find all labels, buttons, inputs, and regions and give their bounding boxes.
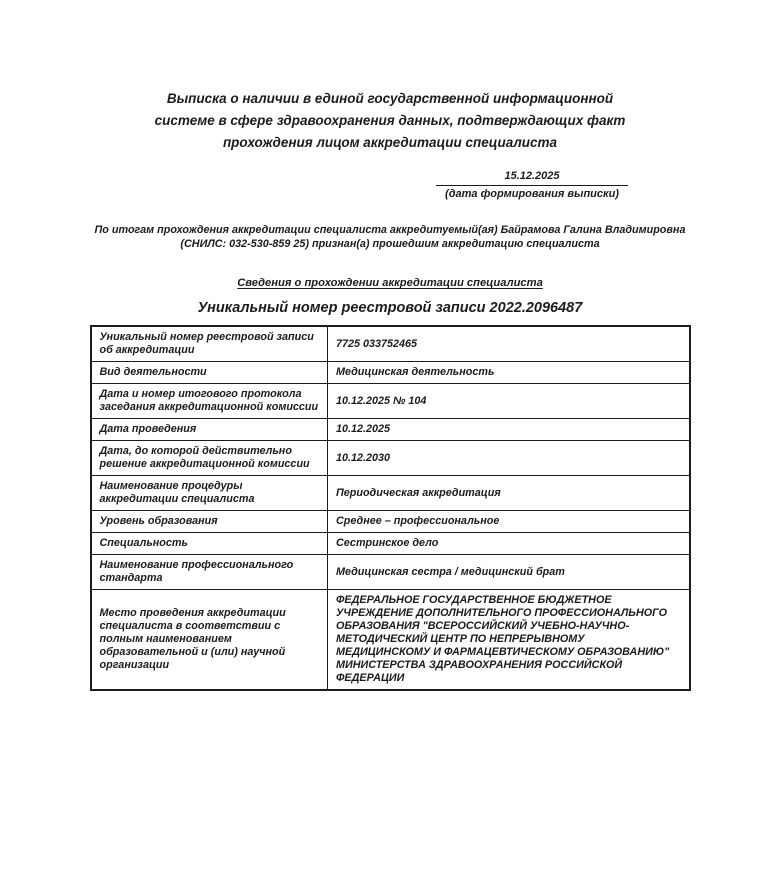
- registry-number-heading: Уникальный номер реестровой записи 2022.2096487: [197, 300, 583, 316]
- document-title: [130, 88, 650, 154]
- field-label-cell: Дата, до которой действительно решение аккредитационной комиссии: [91, 441, 328, 476]
- document-title-line: прохождения лицом аккредитации специалиста: [222, 135, 558, 150]
- field-label-cell: Место проведения аккредитации специалиста в соответствии с полным наименованием образовательной и (или) научной организации: [91, 590, 328, 691]
- accreditation-table: [90, 325, 691, 691]
- table-row: [91, 511, 690, 533]
- issue-date-value: 15.12.2025: [436, 170, 628, 186]
- field-label-cell: Уровень образования: [91, 511, 328, 533]
- field-label-cell: Наименование профессионального стандарта: [91, 555, 328, 590]
- field-value-cell: Сестринское дело: [328, 533, 690, 555]
- field-value-cell: Периодическая аккредитация: [328, 476, 690, 511]
- table-row: [91, 590, 690, 691]
- table-row: [91, 384, 690, 419]
- table-row: [91, 326, 690, 362]
- field-label-cell: Наименование процедуры аккредитации специалиста: [91, 476, 328, 511]
- table-row: [91, 476, 690, 511]
- field-value-cell: ФЕДЕРАЛЬНОЕ ГОСУДАРСТВЕННОЕ БЮДЖЕТНОЕ УЧРЕЖДЕНИЕ ДОПОЛНИТЕЛЬНОГО ПРОФЕССИОНАЛЬНОГО ОБРАЗОВАНИЯ "ВСЕРОССИЙСКИЙ УЧЕБНО-НАУЧНО-МЕТОДИЧЕСКИЙ ЦЕНТР ПО НЕПРЕРЫВНОМУ МЕДИЦИНСКОМУ И ФАРМАЦЕВТИЧЕСКОМУ ОБРАЗОВАНИЮ" МИНИСТЕРСТВА ЗДРАВООХРАНЕНИЯ РОССИЙСКОЙ ФЕДЕРАЦИИ: [328, 590, 690, 691]
- field-value-cell: 10.12.2030: [328, 441, 690, 476]
- field-label-cell: Специальность: [91, 533, 328, 555]
- table-row: [91, 441, 690, 476]
- issue-date-caption: (дата формирования выписки): [445, 188, 619, 200]
- field-value-cell: 10.12.2025 № 104: [328, 384, 690, 419]
- field-label-cell: Вид деятельности: [91, 362, 328, 384]
- intro-paragraph: По итогам прохождения аккредитации специалиста аккредитуемый(ая) Байрамова Галина Владимировна (СНИЛС: 032-530-859 25) признан(а) прошедшим аккредитацию специалиста: [94, 224, 686, 250]
- field-label-cell: Дата и номер итогового протокола заседания аккредитационной комиссии: [91, 384, 328, 419]
- issue-date-block: [436, 170, 628, 201]
- field-value-cell: Медицинская сестра / медицинский брат: [328, 555, 690, 590]
- table-row: [91, 533, 690, 555]
- document-title-line: Выписка о наличии в единой государственной информационной: [166, 91, 614, 106]
- table-row: [91, 555, 690, 590]
- field-value-cell: Среднее – профессиональное: [328, 511, 690, 533]
- table-row: [91, 362, 690, 384]
- field-label-cell: Дата проведения: [91, 419, 328, 441]
- field-value-cell: Медицинская деятельность: [328, 362, 690, 384]
- section-heading: Сведения о прохождении аккредитации специалиста: [237, 277, 543, 289]
- table-row: [91, 419, 690, 441]
- field-value-cell: 7725 033752465: [328, 326, 690, 362]
- document-title-line: системе в сфере здравоохранения данных, подтверждающих факт: [154, 113, 626, 128]
- field-value-cell: 10.12.2025: [328, 419, 690, 441]
- field-label-cell: Уникальный номер реестровой записи об аккредитации: [91, 326, 328, 362]
